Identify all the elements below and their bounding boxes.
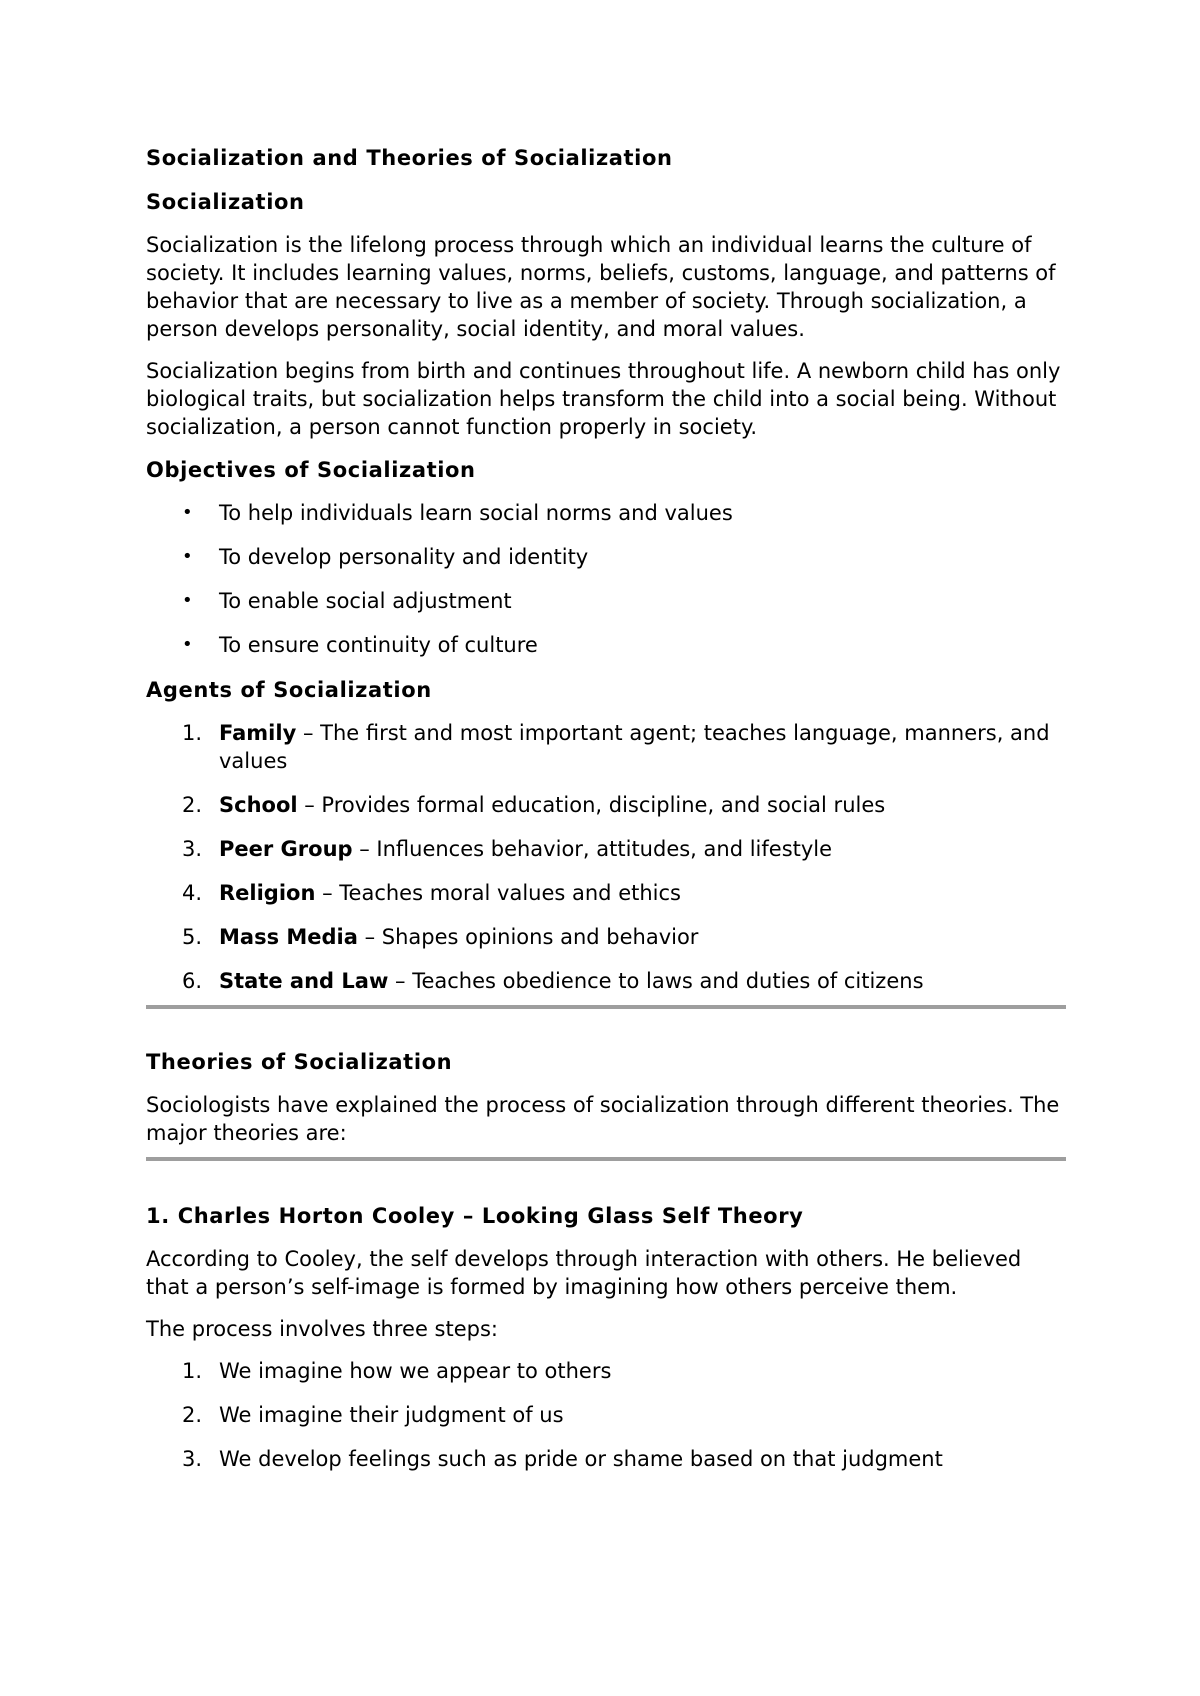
document-title: Socialization and Theories of Socialization [146,146,673,170]
socialization-paragraph-1: Socialization is the lifelong process through which an individual learns the culture of society. It includes learning values, norms, beliefs, customs, language, and patterns of behavior that are necessary to live as a member of society. Through socialization, a person develops personality, social identity, and moral values. [146,233,1056,341]
agents-list [146,719,1066,995]
list-item [146,923,1066,951]
agents-heading: Agents of Socialization [146,678,432,702]
list-item [146,543,1066,571]
list-number: 1. [182,1359,203,1383]
list-item [146,879,1066,907]
list-number: 1. [182,721,203,745]
list-item-text: To enable social adjustment [219,589,512,613]
list-number: 4. [182,881,203,905]
cooley-paragraph-2: The process involves three steps: [146,1317,498,1341]
list-number: 3. [182,1447,203,1471]
section-divider [146,1157,1066,1161]
list-number: 5. [182,925,203,949]
list-item-text: To develop personality and identity [219,545,589,569]
socialization-paragraph-2: Socialization begins from birth and continues throughout life. A newborn child has only biological traits, but socialization helps transform the child into a social being. Without socialization, a person cannot function properly in society. [146,359,1061,439]
socialization-heading: Socialization [146,190,305,214]
list-item [146,791,1066,819]
agent-description: – Provides formal education, discipline, and social rules [297,793,886,817]
agent-description: – Influences behavior, attitudes, and lifestyle [352,837,833,861]
agent-term: Peer Group [219,837,353,861]
cooley-heading: 1. Charles Horton Cooley – Looking Glass Self Theory [146,1204,804,1228]
agent-description: – Shapes opinions and behavior [357,925,699,949]
theories-intro: Sociologists have explained the process of socialization through different theories. The major theories are: [146,1093,1060,1145]
cooley-steps-list [146,1357,1066,1473]
agent-term: State and Law [219,969,389,993]
list-item-text: We imagine how we appear to others [219,1359,612,1383]
document-page [146,143,1066,1489]
bullet-icon: • [182,502,193,523]
cooley-paragraph-1: According to Cooley, the self develops through interaction with others. He believed that a person’s self-image is formed by imagining how others perceive them. [146,1247,1022,1299]
agent-term: Family [219,721,297,745]
bullet-icon: • [182,590,193,611]
list-number: 2. [182,1403,203,1427]
objectives-list [146,499,1066,659]
section-divider [146,1005,1066,1009]
agent-description: – Teaches moral values and ethics [315,881,681,905]
list-item [146,499,1066,527]
objectives-heading: Objectives of Socialization [146,458,476,482]
list-item-text: We develop feelings such as pride or shame based on that judgment [219,1447,943,1471]
list-item [146,631,1066,659]
agent-description: – Teaches obedience to laws and duties of citizens [388,969,924,993]
list-item [146,719,1066,775]
list-number: 3. [182,837,203,861]
list-item [146,967,1066,995]
theories-heading: Theories of Socialization [146,1050,453,1074]
bullet-icon: • [182,634,193,655]
agent-term: Mass Media [219,925,358,949]
list-item [146,835,1066,863]
agent-term: School [219,793,298,817]
list-item [146,1445,1066,1473]
list-number: 6. [182,969,203,993]
agent-description: – The first and most important agent; teaches language, manners, and values [219,721,1050,773]
list-item-text: To ensure continuity of culture [219,633,538,657]
list-item [146,587,1066,615]
list-item [146,1357,1066,1385]
list-number: 2. [182,793,203,817]
bullet-icon: • [182,546,193,567]
list-item [146,1401,1066,1429]
agent-term: Religion [219,881,316,905]
list-item-text: We imagine their judgment of us [219,1403,564,1427]
list-item-text: To help individuals learn social norms and values [219,501,733,525]
